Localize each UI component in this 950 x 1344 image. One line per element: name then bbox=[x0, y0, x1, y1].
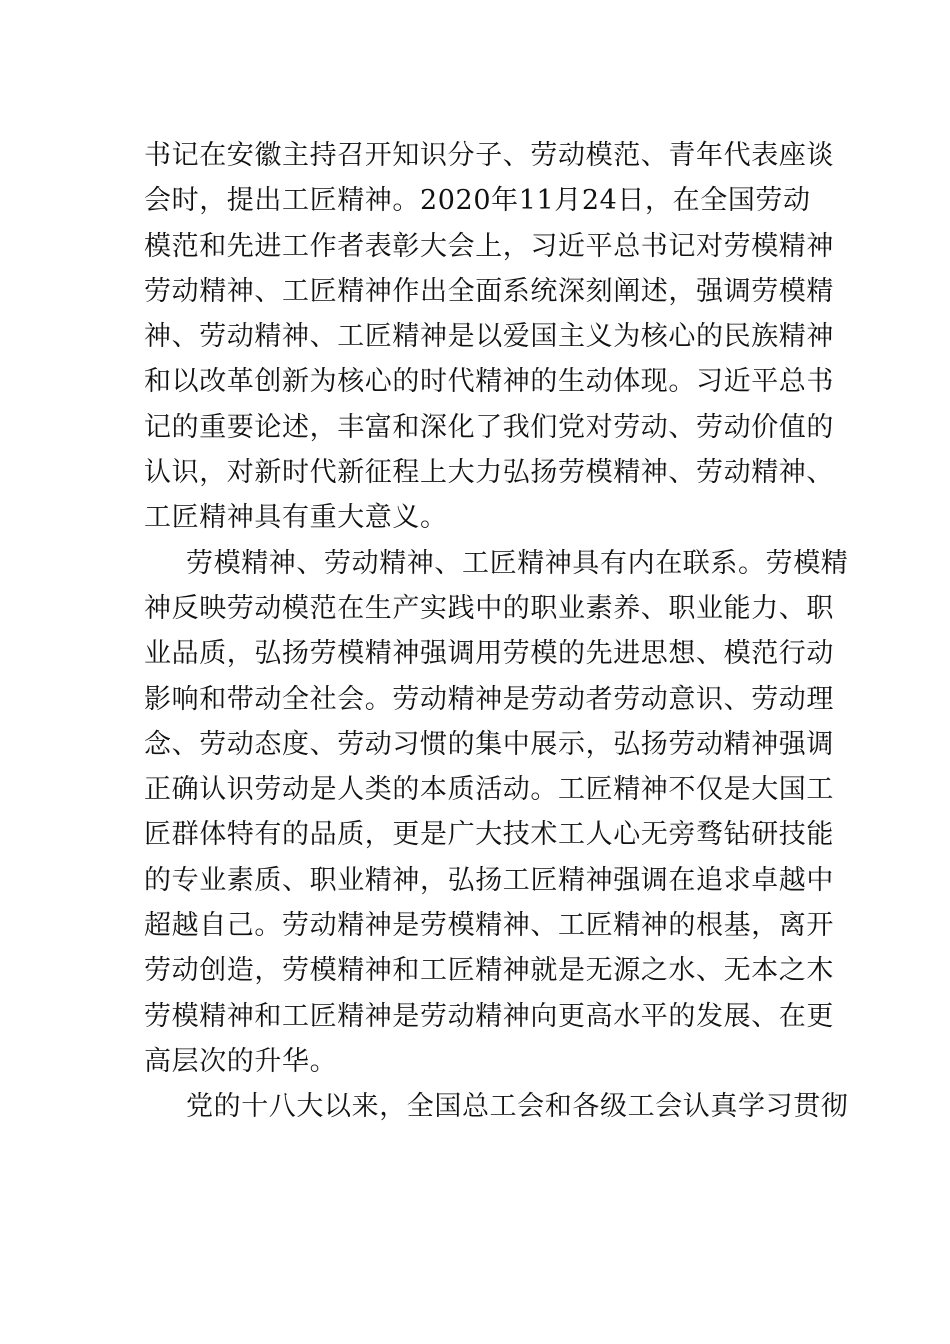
text-line: 念、劳动态度、劳动习惯的集中展示，弘扬劳动精神强调 bbox=[144, 728, 834, 760]
text-line: 模范和先进工作者表彰大会上，习近平总书记对劳模精神 bbox=[144, 230, 834, 262]
document-page bbox=[144, 133, 849, 1130]
text-line: 党的十八大以来，全国总工会和各级工会认真学习贯彻 bbox=[186, 1091, 849, 1123]
text-line: 匠群体特有的品质，更是广大技术工人心无旁骛钻研技能 bbox=[144, 819, 834, 851]
text-line: 高层次的升华。 bbox=[144, 1045, 338, 1077]
paragraph-3 bbox=[144, 1084, 849, 1129]
text-line: 劳动精神、工匠精神作出全面系统深刻阐述，强调劳模精 bbox=[144, 275, 834, 307]
text-line: 的专业素质、职业精神，弘扬工匠精神强调在追求卓越中 bbox=[144, 864, 834, 896]
text-line: 影响和带动全社会。劳动精神是劳动者劳动意识、劳动理 bbox=[144, 683, 834, 715]
text-line: 书记在安徽主持召开知识分子、劳动模范、青年代表座谈 bbox=[144, 140, 834, 171]
paragraph-2 bbox=[144, 541, 849, 1085]
text-line: 业品质，弘扬劳模精神强调用劳模的先进思想、模范行动 bbox=[144, 638, 834, 670]
text-line: 神反映劳动模范在生产实践中的职业素养、职业能力、职 bbox=[144, 592, 834, 624]
text-line: 劳模精神、劳动精神、工匠精神具有内在联系。劳模精 bbox=[186, 547, 849, 579]
text-line: 正确认识劳动是人类的本质活动。工匠精神不仅是大国工 bbox=[144, 774, 834, 806]
text-line: 神、劳动精神、工匠精神是以爱国主义为核心的民族精神 bbox=[144, 321, 834, 353]
text-line: 会时，提出工匠精神。2020年11月24日，在全国劳动 bbox=[144, 185, 811, 217]
text-line: 记的重要论述，丰富和深化了我们党对劳动、劳动价值的 bbox=[144, 411, 834, 443]
text-line: 工匠精神具有重大意义。 bbox=[144, 502, 448, 534]
paragraph-1 bbox=[144, 133, 834, 541]
text-line: 劳动创造，劳模精神和工匠精神就是无源之水、无本之木 bbox=[144, 955, 834, 987]
text-line: 超越自己。劳动精神是劳模精神、工匠精神的根基，离开 bbox=[144, 910, 834, 942]
text-line: 劳模精神和工匠精神是劳动精神向更高水平的发展、在更 bbox=[144, 1000, 834, 1032]
text-line: 认识，对新时代新征程上大力弘扬劳模精神、劳动精神、 bbox=[144, 457, 834, 489]
text-line: 和以改革创新为核心的时代精神的生动体现。习近平总书 bbox=[144, 366, 834, 398]
